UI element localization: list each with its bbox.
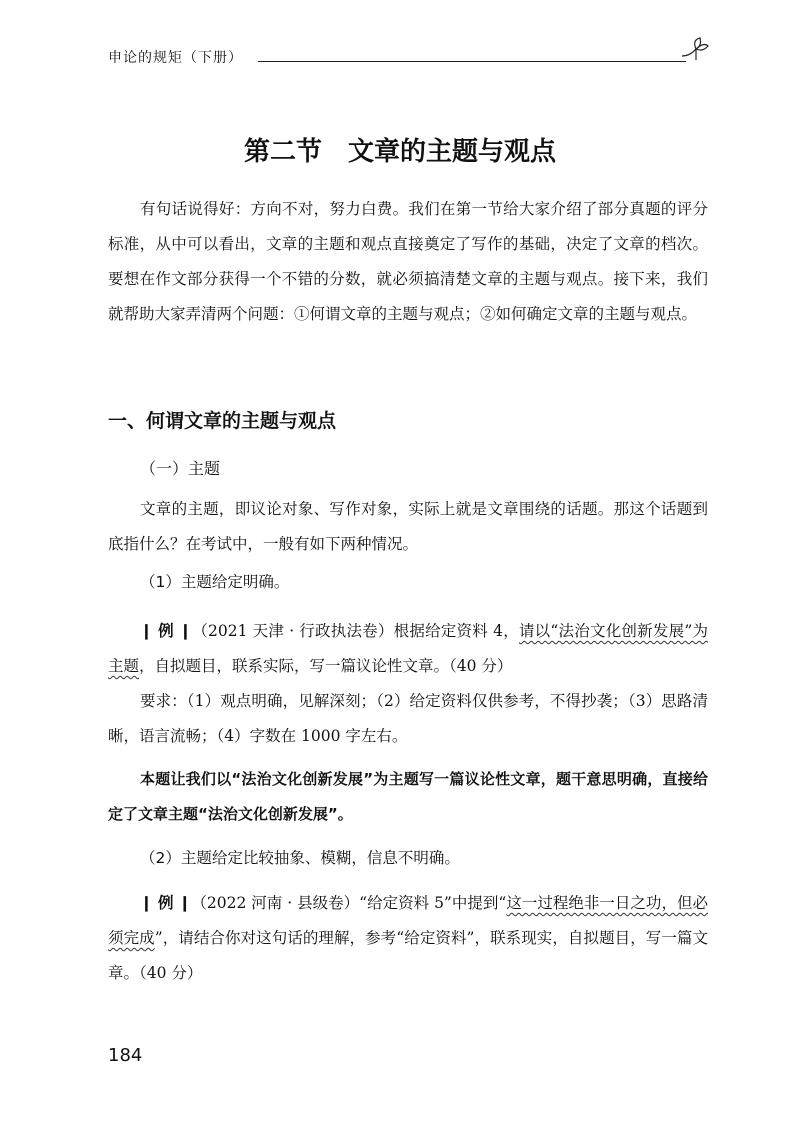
case2-title: （2）主题给定比较抽象、模糊，信息不明确。 <box>140 849 460 867</box>
case1-title: （1）主题给定明确。 <box>140 573 290 591</box>
sprout-icon <box>676 36 710 66</box>
case2-example-underlined: 这一过程绝非一日之功，但必须完成 <box>108 894 708 947</box>
example-label: 例 <box>157 894 174 912</box>
case2-example-source: （2022 河南 · 县级卷）“给定资料 5”中提到“ <box>191 894 507 912</box>
case1-example-source: （2021 天津 · 行政执法卷）根据给定资料 4， <box>192 622 519 640</box>
section-title <box>0 131 800 168</box>
running-header: 申论的规矩（下册） <box>108 50 243 66</box>
case1-example <box>108 614 708 684</box>
heading-2: （一）主题 <box>140 459 221 478</box>
header-rule <box>258 61 686 62</box>
example-bar-left: ❙ <box>140 622 153 640</box>
section-number: 第二节 <box>243 137 322 167</box>
topic-paragraph: 文章的主题，即议论对象、写作对象，实际上就是文章围绕的话题。那这个话题到底指什么？在考试中，一般有如下两种情况。 <box>108 500 708 553</box>
case1-requirement: 要求：（1）观点明确，见解深刻；（2）给定资料仅供参考，不得抄袭；（3）思路清晰，语言流畅；（4）字数在 1000 字左右。 <box>108 692 708 745</box>
heading-1: 一、何谓文章的主题与观点 <box>108 410 337 432</box>
case2-example <box>108 886 708 991</box>
case1-example-rest: ，自拟题目，联系实际，写一篇议论性文章。（40 分） <box>139 657 513 675</box>
page-number: 184 <box>108 1045 143 1066</box>
intro-paragraph: 有句话说得好：方向不对，努力白费。我们在第一节给大家介绍了部分真题的评分标准，从中可以看出，文章的主题和观点直接奠定了写作的基础，决定了文章的档次。要想在作文部分获得一个不错的分数，就必须搞清楚文章的主题与观点。接下来，我们就帮助大家弄清两个问题：①何谓文章的主题与观点；②如何确定文章的主题与观点。 <box>108 200 708 323</box>
example-bar-right: ❙ <box>179 622 193 640</box>
case2-example-rest: ”，请结合你对这句话的理解，参考“给定资料”，联系现实，自拟题目，写一篇文章。（40 分） <box>108 929 708 982</box>
example-label: 例 <box>158 622 174 640</box>
section-heading: 文章的主题与观点 <box>348 137 557 167</box>
case1-example-underlined: 请以“法治文化创新发展”为主题 <box>108 622 708 675</box>
case1-analysis: 本题让我们以“法治文化创新发展”为主题写一篇议论性文章，题干意思明确，直接给定了文章主题“法治文化创新发展”。 <box>108 770 708 823</box>
example-bar-left: ❙ <box>140 894 153 912</box>
example-bar-right: ❙ <box>178 894 192 912</box>
